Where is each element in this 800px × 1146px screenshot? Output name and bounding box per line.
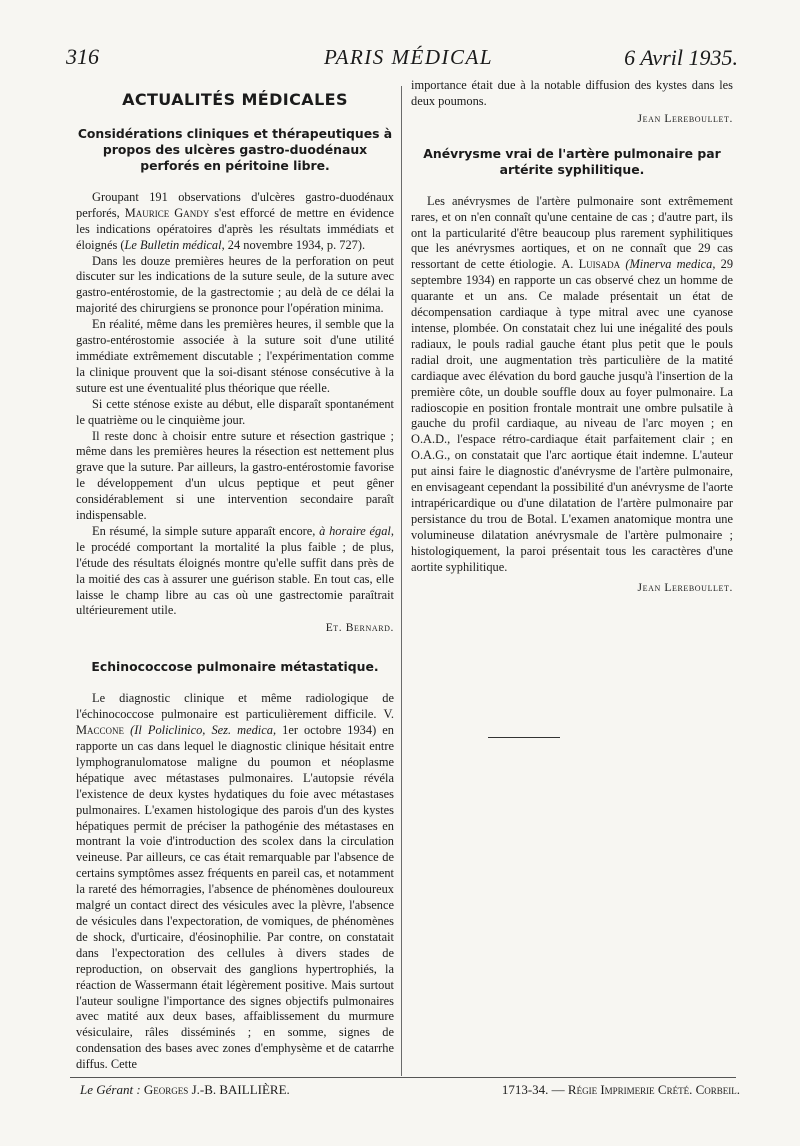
paragraph-continuation: importance était due à la notable diffusion des kystes dans les deux poumons. <box>411 78 733 108</box>
paragraph: Dans les douze premières heures de la perforation on peut discuter sur les indications de la suture seule, de la suture avec gastro-entérostomie, de la gastrectomie ; au delà de ce délai la majorité des chirurgiens se prononce pour l'opération minima. <box>76 253 394 316</box>
paragraph: En résumé, la simple suture apparaît encore, à horaire égal, le procédé comportant la mortalité la plus faible ; de plus, l'étude des résultats éloignés montre qu'elle suffit dans près de la moitié des cas à assurer une guérison stable. En tout cas, elle laisse le champ libre au cas où une gastrectomie paraîtrait ultérieurement utile. <box>76 523 394 618</box>
issue-date: 6 Avril 1935. <box>624 45 738 70</box>
reference: (Il Policlinico, Sez. medica, <box>130 723 277 738</box>
section-title: ACTUALITÉS MÉDICALES <box>122 90 348 109</box>
signature: Jean Lereboullet. <box>637 582 733 595</box>
journal-title: PARIS MÉDICAL <box>324 45 494 69</box>
paragraph: Il reste donc à choisir entre suture et résection gastrique ; même dans les premières heures la résection est nettement plus grave que la suture. Par ailleurs, la gastro-entérostomie favorise le développement d'un ulcus peptique et peut gêner considérablement si une intervention secondaire paraît indispensable. <box>76 428 394 523</box>
paragraph: En réalité, même dans les premières heures, il semble que la gastro-entérostomie associée à la suture soit d'une utilité immédiate extrêmement discutable ; l'expérimentation comme la clinique prouvent que la soi-disant sténose consécutive à la suture est une éventualité plus théorique que réelle. <box>76 317 394 395</box>
article-title-ulceres: Considérations cliniques et thérapeutiques à propos des ulcères gastro-duodénaux perforés en péritoine libre. <box>77 125 393 173</box>
footer-rule <box>70 1077 736 1078</box>
reference: Le Bulletin médical <box>124 237 222 252</box>
article-title-echinococcose: Echinococcose pulmonaire métastatique. <box>91 659 379 675</box>
paragraph: Les anévrysmes de l'artère pulmonaire sont extrêmement rares, et on n'en connaît qu'une centaine de cas ; d'autre part, ils ont la particularité d'être beaucoup plus rarement syphilitiques que les anévrysmes aortiques, et on ne connaît que 29 cas ressortant de cette étiologie. A. Luisada (Minerva medica, 29 septembre 1934) en rapporte un cas observé chez un homme de quarante et un ans. Ce malade présentait un état de décompensation cardiaque à type mitral avec une cyanose intense, plombée. On constatait chez lui une inégalité des pouls radiaux, le pouls radial gauche étant plus petit que le pouls radial droit, une augmentation très particulière de la matité cardiaque avec élévation du bord gauche jusqu'à l'insertion de la première côte, un double souffle doux au foyer pulmonaire. La radioscopie en position frontale montrait une ombre pulsatile à gauche du profil cardiaque, au niveau de l'arc moyen ; en O.A.D., l'espace rétro-cardiaque était parfaitement clair ; en O.A.G., on constatait que l'arc aortique était indemne. L'auteur put ainsi faire le diagnostic d'anévrysme de l'artère pulmonaire, en envisageant cependant la possibilité d'un anévrysme de l'aorte intrapéricardique ou d'une dilatation de l'artère pulmonaire par persistance du trou de Botal. L'examen anatomique montra une volumineuse dilatation anévrysmale de l'artère pulmonaire ; histologiquement, la paroi présentait tous les caractères d'une aortite syphilitique. <box>411 193 734 574</box>
footer-printer: 1713-34. — Régie Imprimerie Crété. Corbeil. <box>501 1082 740 1097</box>
signature: Jean Lereboullet. <box>637 112 733 125</box>
paragraph: Le diagnostic clinique et même radiologique de l'échinococcose pulmonaire est particulièrement difficile. V. Maccone (Il Policlinico, Sez. medica, 1er octobre 1934) en rapporte un cas dans lequel le diagnostic clinique hésitait entre lymphogranulomatose maligne du poumon et néoplasme hépatique avec métastases pulmonaires. L'autopsie révéla l'existence de deux kystes hydatiques du foie avec métastases pulmonaires. L'examen histologique des parois d'un des kystes hépatiques permit de préciser la pathogénie des métastases en montrant la voie d'introduction des scolex dans la circulation veineuse. Par ailleurs, ce cas était remarquable par l'absence de certains symptômes assez fréquents en pareil cas, et notamment la rareté des hémorragies, l'absence de phénomènes douloureux malgré un contact direct des vésicules avec la plèvre, l'absence de vésicules dans l'expectoration, de vomiques, de phénomènes de shock, d'urticaire, d'éosinophilie. Par contre, on constatait dans l'expectoration des cellules à divers stades de reproduction, on observait des ganglions hypertrophiés, la réaction de Wassermann était légèrement positive. Mais surtout l'auteur souligne l'importance des signes objectifs pulmonaires avec matité aux deux bases, affaiblissement du murmure vésiculaire, râles disséminés ; en somme, signes de condensation des bases avec zones d'emphysème et de catarrhe diffus. Cette <box>76 691 394 1072</box>
page-number: 316 <box>66 44 99 69</box>
end-rule <box>488 737 560 738</box>
page-footer <box>80 1082 740 1102</box>
paragraph: Si cette sténose existe au début, elle disparaît spontanément le quatrième ou le cinquième jour. <box>76 396 394 427</box>
footer-manager: Le Gérant : Georges J.-B. BAILLIÈRE. <box>80 1082 290 1097</box>
article-title-anevrysme: Anévrysme vrai de l'artère pulmonaire par artérite syphilitique. <box>423 145 721 177</box>
right-column <box>411 78 733 597</box>
left-column <box>76 92 394 1073</box>
signature: Et. Bernard. <box>325 622 394 635</box>
paragraph: Groupant 191 observations d'ulcères gastro-duodénaux perforés, Maurice Gandy s'est efforcé de mettre en évidence les indications opératoires d'après les résultats immédiats et éloignés (Le Bulletin médical, 24 novembre 1934, p. 727). <box>76 189 394 252</box>
author-name: Maurice Gandy <box>124 205 210 220</box>
author-name: A. Luisada <box>561 257 621 272</box>
author-name: Maccone <box>76 723 125 738</box>
column-divider <box>401 86 402 1076</box>
running-header <box>66 44 738 74</box>
reference: (Minerva medica, <box>625 257 716 272</box>
